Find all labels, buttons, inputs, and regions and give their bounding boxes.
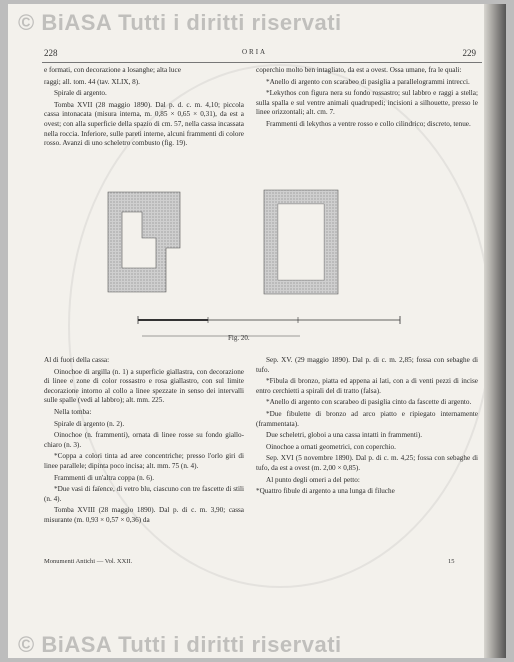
book-gutter — [484, 4, 506, 658]
figure-caption: Fig. 20. — [228, 334, 250, 342]
paragraph: raggi; all. tom. 44 (tav. XLIX, 8). — [44, 77, 140, 86]
paragraph: Tomba XVIII (28 maggio 1890). Dal p. di c. m. 3,90; cassa misurante (m. 0,93 × 0,57 × 0,36) da — [44, 506, 244, 524]
paragraph: *Anello di argento con scarabeo di pasiglia a parallelogrammi intrecci. — [266, 77, 470, 86]
paragraph: Al punto degli omeri a del petto: — [266, 475, 360, 484]
paragraph: Nella tomba: — [54, 407, 92, 416]
paragraph: coperchio molto ben intagliato, da est a ovest. Ossa umane, fra le quali: — [256, 66, 462, 74]
column-right-top — [256, 66, 478, 132]
paragraph: *Fibula di bronzo, piatta ed appena ai lati, con a di venti pezzi di incise entro cerchietti a spirali del di tratto (falsa). — [256, 377, 478, 395]
column-left-top — [44, 66, 244, 151]
footer-publication: Monumenti Antichi — Vol. XXII. — [44, 558, 133, 565]
watermark-top: © BiASA Tutti i diritti riservati — [18, 10, 342, 35]
paragraph: Oinochoe (n. frammenti), ornata di linee rosse su fondo giallo-chiaro (n. 3). — [44, 431, 244, 449]
plan-right — [264, 190, 338, 294]
page-footer — [44, 558, 244, 570]
header-rule — [42, 62, 482, 63]
paragraph: Frammenti di lekythos a ventre rosso e collo cilindrico; discreto, tenue. — [266, 119, 471, 128]
paragraph: Oinochoe a ornati geometrici, con coperchio. — [266, 442, 396, 451]
page-number-left: 228 — [44, 48, 58, 58]
tomb-plan-figure — [68, 186, 468, 356]
paragraph: Frammenti di un'altra coppa (n. 6). — [54, 473, 155, 482]
paragraph: *Due fibulette di bronzo ad arco piatto e ripiegato internamente (frammentata). — [256, 409, 478, 428]
running-title: ORIA — [242, 48, 268, 56]
paragraph: Tomba XVII (28 maggio 1890). Dal p. d. c. m. 4,10; piccola cassa intonacata (misura interna, m. 0,85 × 0,65 × 0,31), da est a ovest; con alla superficie della spazio di cm. 57, nella cassa incassata nella roccia. Inferiore, sulle pareti interne, alcuni frammenti di colore rosso. Avanzi di uno scheletro combusto (fig. 19). — [44, 100, 244, 148]
plan-left — [108, 192, 180, 292]
paragraph: e formati, con decorazione a losanghe; alta luce — [44, 66, 181, 74]
paragraph: *Anello di argento con scarabeo di pasiglia cinto da fascette di argento. — [266, 398, 472, 407]
column-left-bottom — [44, 356, 244, 528]
scale-bar — [138, 316, 400, 336]
paragraph: Spirale di argento (n. 2). — [54, 419, 125, 428]
running-header — [44, 48, 476, 62]
paragraph: *Lekythos con figura nera su fondo rossastro; sul labbro e raggi a stella; sulla spalla e sul ventre animali quadrupedi; incisioni a silhouette, presso le linee orizzontali; alt. cm. 7. — [256, 89, 478, 117]
paragraph: Due scheletri, globoi a una cassa intatti in frammenti). — [266, 431, 423, 440]
watermark-bottom: © BiASA Tutti i diritti riservati — [18, 632, 342, 657]
paragraph: Sep. XVI (5 novembre 1890). Dal p. di c. m. 4,25; fossa con sebaghe di tufo, da est a ovest (m. 2,00 × 0,85). — [256, 454, 478, 472]
paragraph: *Coppa a colori tinta ad aree concentriche; presso l'orlo giri di linee parallele; dipinta poco incisa; alt. mm. 75 (n. 4). — [44, 452, 244, 470]
column-right-bottom — [256, 356, 478, 499]
paragraph: Sep. XV. (29 maggio 1890). Dal p. di c. m. 2,85; fossa con sebaghe di tufo. — [256, 356, 478, 374]
paragraph: Spirale di argento. — [54, 89, 107, 98]
paragraph: *Quattro fibule di argento a una lunga di filuche — [256, 487, 395, 496]
paragraph: Al di fuori della cassa: — [44, 356, 110, 364]
page — [8, 4, 506, 658]
paragraph: *Due vasi di faïence, di vetro blu, ciascuno con tre fascette di stili (n. 4). — [44, 485, 244, 503]
paragraph: Oinochoe di argilla (n. 1) a superficie giallastra, con decorazione di linee e zone di color rossastro e rosa giallastro, con sul limite decorazione intorno al collo a linee spezzate in senso dei intervalli sulle spalle (vedi al labbro); alt. mm. 225. — [44, 367, 244, 405]
footer-signature-number: 15 — [448, 558, 455, 565]
page-number-right: 229 — [462, 48, 476, 58]
